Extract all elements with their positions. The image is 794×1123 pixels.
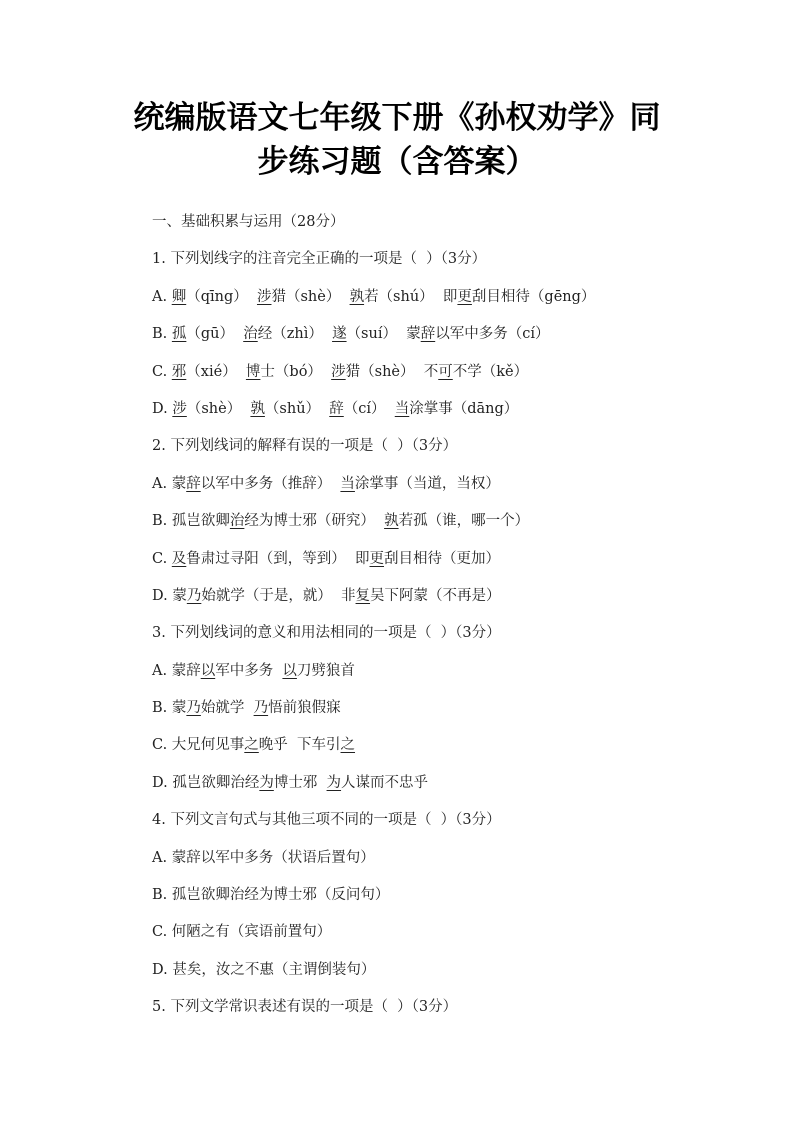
underlined-char: 卿 — [171, 288, 187, 305]
text-segment: C. 何陋之有（宾语前置句） — [152, 924, 332, 941]
underlined-char: 孰 — [250, 400, 265, 417]
text-line — [152, 285, 752, 322]
underlined-char: 博 — [245, 363, 261, 380]
title-line-2: 步练习题（含答案） — [257, 144, 537, 180]
underlined-char: 以 — [200, 662, 216, 679]
text-segment: 鲁肃过寻阳（到，等到） 即 — [186, 550, 370, 567]
text-segment: 士（bó） — [260, 363, 332, 380]
underlined-char: 可 — [438, 363, 453, 380]
text-segment: 博士邪 — [273, 774, 327, 791]
underlined-char: 遂 — [332, 326, 347, 343]
text-line — [152, 472, 752, 509]
text-segment: 悟前狼假寐 — [268, 700, 341, 717]
text-line — [152, 322, 752, 359]
document-title — [60, 96, 734, 184]
text-segment: 以军中多务（cí） — [435, 326, 550, 343]
text-line — [152, 808, 752, 845]
text-segment: 猎（shè） — [271, 288, 350, 305]
text-line — [152, 958, 752, 995]
underlined-char: 邪 — [171, 363, 187, 380]
text-segment: 4. 下列文言句式与其他三项不同的一项是（ ）（3分） — [152, 812, 501, 829]
text-line — [152, 883, 752, 920]
text-line — [152, 397, 752, 434]
text-segment: C. — [152, 550, 172, 567]
text-segment: 吴下阿蒙（不再是） — [370, 587, 501, 604]
text-line — [152, 920, 752, 957]
text-segment: 人谋而不忠乎 — [341, 774, 429, 791]
text-segment: 不学（kě） — [452, 363, 529, 380]
text-line — [152, 995, 752, 1032]
text-segment: 始就学 — [200, 700, 254, 717]
text-segment: D. — [152, 400, 173, 417]
text-segment: （xié） — [186, 363, 246, 380]
text-segment: D. 孤岂欲卿治经 — [152, 774, 260, 791]
underlined-char: 孤 — [171, 326, 187, 343]
text-segment: B. — [152, 326, 172, 343]
text-segment: 涂掌事（当道，当权） — [354, 475, 500, 492]
text-segment: 刮目相待（更加） — [384, 550, 501, 567]
text-segment: D. 蒙 — [152, 587, 187, 604]
text-segment: （suí） 蒙 — [346, 326, 421, 343]
text-segment: A. 蒙 — [152, 475, 187, 492]
text-segment: 刀劈狼首 — [296, 662, 355, 679]
underlined-char: 乃 — [186, 587, 202, 604]
text-line — [152, 733, 752, 770]
text-segment: B. 蒙 — [152, 700, 187, 717]
text-segment: 晚乎 下车引 — [258, 737, 341, 754]
text-segment: 1. 下列划线字的注音完全正确的一项是（ ）（3分） — [152, 251, 487, 268]
underlined-char: 为 — [259, 774, 274, 791]
text-line — [152, 771, 752, 808]
text-segment: 刮目相待（gēng） — [471, 288, 596, 305]
underlined-char: 为 — [326, 774, 342, 791]
underlined-char: 辞 — [329, 400, 344, 417]
text-segment: （cí） — [343, 400, 395, 417]
underlined-char: 治 — [229, 513, 245, 530]
underlined-char: 更 — [369, 550, 385, 567]
text-segment: C. 大兄何见事 — [152, 737, 245, 754]
text-segment: 军中多务 — [215, 662, 283, 679]
text-line — [152, 247, 752, 284]
text-segment: （shǔ） — [264, 400, 330, 417]
text-line — [152, 696, 752, 733]
text-segment: A. 蒙辞 — [152, 662, 201, 679]
text-segment: A. 蒙辞以军中多务（状语后置句） — [152, 849, 375, 866]
text-segment: C. — [152, 363, 172, 380]
underlined-char: 孰 — [384, 513, 399, 530]
text-segment: 5. 下列文学常识表述有误的一项是（ ）（3分） — [152, 999, 458, 1016]
underlined-char: 涉 — [256, 288, 272, 305]
text-line — [152, 846, 752, 883]
text-segment: 以军中多务（推辞） — [200, 475, 341, 492]
question-list — [152, 210, 752, 1033]
text-segment: 经（zhì） — [257, 326, 333, 343]
underlined-char: 之 — [340, 737, 356, 754]
underlined-char: 涉 — [172, 400, 187, 417]
underlined-char: 当 — [394, 400, 410, 417]
underlined-char: 涉 — [331, 363, 346, 380]
underlined-char: 孰 — [349, 288, 365, 305]
text-line — [152, 547, 752, 584]
underlined-char: 以 — [282, 662, 297, 679]
text-segment: 若（shú） 即 — [364, 288, 458, 305]
text-segment: B. 孤岂欲卿治经为博士邪（反问句） — [152, 887, 390, 904]
underlined-char: 更 — [457, 288, 472, 305]
underlined-char: 当 — [340, 475, 355, 492]
text-segment: 3. 下列划线词的意义和用法相同的一项是（ ）（3分） — [152, 625, 501, 642]
underlined-char: 之 — [244, 737, 259, 754]
text-segment: 若孤（谁，哪一个） — [398, 513, 530, 530]
text-segment: （gū） — [186, 326, 244, 343]
title-line-1: 统编版语文七年级下册《孙权劝学》同 — [133, 100, 661, 136]
text-segment: （qīng） — [186, 288, 257, 305]
text-line — [152, 509, 752, 546]
text-line — [152, 584, 752, 621]
text-segment: 涂掌事（dāng） — [409, 400, 519, 417]
text-segment: （shè） — [186, 400, 251, 417]
underlined-char: 复 — [355, 587, 371, 604]
text-segment: 猎（shè） 不 — [345, 363, 439, 380]
text-segment: 始就学（于是，就） 非 — [201, 587, 356, 604]
underlined-char: 辞 — [420, 326, 436, 343]
text-segment: 一、基础积累与运用（28分） — [152, 214, 345, 230]
text-segment: B. 孤岂欲卿 — [152, 513, 230, 530]
underlined-char: 治 — [243, 326, 258, 343]
text-line — [152, 659, 752, 696]
underlined-char: 及 — [171, 550, 187, 567]
text-segment: 2. 下列划线词的解释有误的一项是（ ）（3分） — [152, 438, 458, 455]
text-line — [152, 210, 752, 247]
underlined-char: 乃 — [186, 700, 201, 717]
text-segment: D. 甚矣，汝之不惠（主谓倒装句） — [152, 961, 376, 978]
text-line — [152, 621, 752, 658]
text-segment: A. — [152, 288, 172, 305]
underlined-char: 乃 — [253, 700, 269, 717]
text-line — [152, 360, 752, 397]
underlined-char: 辞 — [186, 475, 201, 492]
text-segment: 经为博士邪（研究） — [244, 513, 385, 530]
text-line — [152, 434, 752, 471]
